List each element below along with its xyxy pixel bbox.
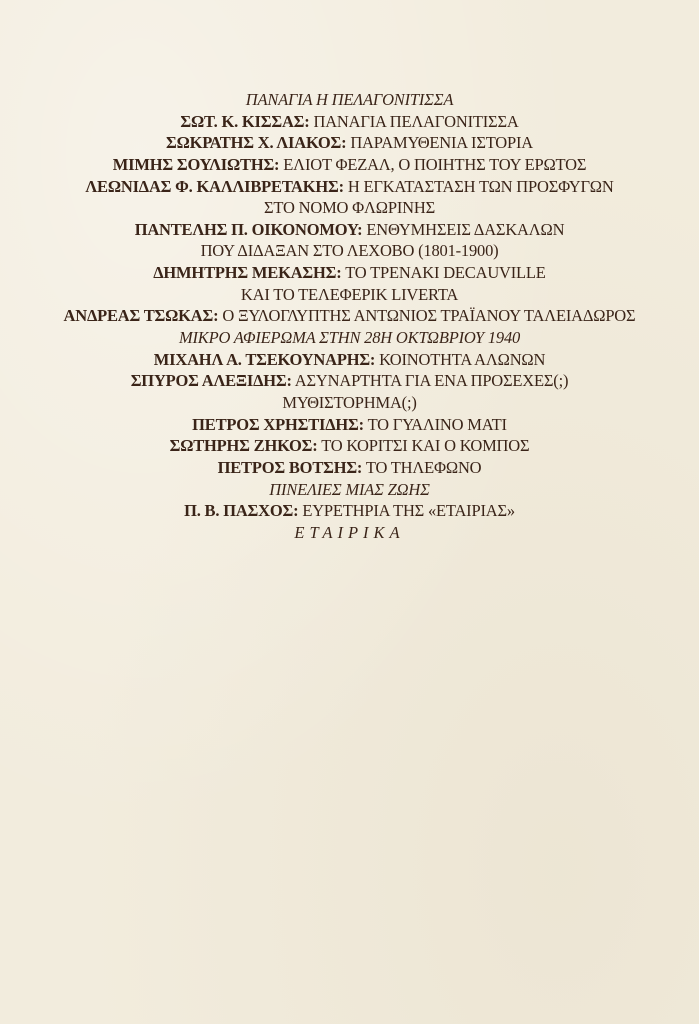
toc-entry-author: ΣΩΚΡΑΤΗΣ Χ. ΛΙΑΚΟΣ: <box>165 133 347 153</box>
toc-section-title: ΕΤΑΙΡΙΚΑ <box>294 522 405 542</box>
toc-entry-title: ΕΛΙΟΤ ΦΕΖΑΛ, Ο ΠΟΙΗΤΗΣ ΤΟΥ ΕΡΩΤΟΣ <box>283 154 587 174</box>
toc-entry-title: ΠΑΝΑΓΙΑ ΠΕΛΑΓΟΝΙΤΙΣΣΑ <box>313 111 519 131</box>
toc-entry-title: ΤΟ ΤΡΕΝΑΚΙ DECAUVILLE <box>345 263 546 283</box>
toc-section-heading <box>0 327 699 349</box>
toc-entry-title: ΤΟ ΓΥΑΛΙΝΟ ΜΑΤΙ <box>367 414 507 434</box>
toc-entry <box>0 414 699 436</box>
toc-entry-title: Ο ΞΥΛΟΓΛΥΠΤΗΣ ΑΝΤΩΝΙΟΣ ΤΡΑΪΑΝΟΥ ΤΑΛΕΙΑΔΩΡΟΣ <box>222 306 636 326</box>
toc-entry-author: ΜΙΧΑΗΛ Α. ΤΣΕΚΟΥΝΑΡΗΣ: <box>153 349 376 369</box>
toc-section-heading <box>0 479 699 501</box>
toc-entry-author: ΣΩΤ. Κ. ΚΙΣΣΑΣ: <box>180 111 310 131</box>
toc-entry <box>0 370 699 392</box>
toc-section-title: ΠΑΝΑΓΙΑ Η ΠΕΛΑΓΟΝΙΤΙΣΣΑ <box>245 90 454 109</box>
toc-entry-title-continuation: ΠΟΥ ΔΙΔΑΞΑΝ ΣΤΟ ΛΕΧΟΒΟ (1801-1900) <box>200 241 499 261</box>
toc-entry-title: ΚΟΙΝΟΤΗΤΑ ΑΛΩΝΩΝ <box>379 349 546 369</box>
toc-entry-continuation <box>0 284 699 306</box>
toc-entry-author: ΠΕΤΡΟΣ ΒΟΤΣΗΣ: <box>217 457 363 477</box>
toc-entry-title: ΠΑΡΑΜΥΘΕΝΙΑ ΙΣΤΟΡΙΑ <box>350 133 534 153</box>
toc-entry-title: ΕΝΘΥΜΗΣΕΙΣ ΔΑΣΚΑΛΩΝ <box>366 219 565 239</box>
toc-entry-author: ΛΕΩΝΙΔΑΣ Φ. ΚΑΛΛΙΒΡΕΤΑΚΗΣ: <box>85 176 344 196</box>
toc-entry-title: ΤΟ ΚΟΡΙΤΣΙ ΚΑΙ Ο ΚΟΜΠΟΣ <box>321 436 530 456</box>
toc-entry-title: ΤΟ ΤΗΛΕΦΩΝΟ <box>365 457 482 477</box>
toc-entry <box>0 349 699 371</box>
toc-entry-author: Π. Β. ΠΑΣΧΟΣ: <box>184 501 299 521</box>
toc-entry-title-continuation: ΚΑΙ ΤΟ ΤΕΛΕΦΕΡΙΚ LIVERTA <box>240 284 459 304</box>
toc-entry <box>0 262 699 284</box>
toc-entry-title-continuation: ΣΤΟ ΝΟΜΟ ΦΛΩΡΙΝΗΣ <box>264 198 435 218</box>
toc-entry <box>0 500 699 522</box>
toc-entry <box>0 176 699 198</box>
toc-entry <box>0 457 699 479</box>
toc-entry-author: ΑΝΔΡΕΑΣ ΤΣΩΚΑΣ: <box>63 306 219 326</box>
toc-entry <box>0 435 699 457</box>
toc-entry-author: ΣΩΤΗΡΗΣ ΖΗΚΟΣ: <box>169 436 318 456</box>
toc-entry-author: ΠΑΝΤΕΛΗΣ Π. ΟΙΚΟΝΟΜΟΥ: <box>134 219 363 239</box>
toc-entry-author: ΔΗΜΗΤΡΗΣ ΜΕΚΑΣΗΣ: <box>153 263 342 283</box>
table-of-contents <box>0 89 699 543</box>
toc-entry-author: ΣΠΥΡΟΣ ΑΛΕΞΙΔΗΣ: <box>130 371 292 391</box>
toc-entry-author: ΜΙΜΗΣ ΣΟΥΛΙΩΤΗΣ: <box>112 154 280 174</box>
toc-entry <box>0 305 699 327</box>
toc-entry-title: ΕΥΡΕΤΗΡΙΑ ΤΗΣ «ΕΤΑΙΡΙΑΣ» <box>302 501 515 521</box>
toc-entry-title: Η ΕΓΚΑΤΑΣΤΑΣΗ ΤΩΝ ΠΡΟΣΦΥΓΩΝ <box>347 176 614 196</box>
toc-entry-continuation <box>0 392 699 414</box>
toc-entry-continuation <box>0 197 699 219</box>
toc-section-heading <box>0 522 699 544</box>
toc-entry <box>0 132 699 154</box>
toc-entry <box>0 111 699 133</box>
toc-section-heading <box>0 89 699 111</box>
toc-entry <box>0 219 699 241</box>
toc-entry-title: ΑΣΥΝΑΡΤΗΤΑ ΓΙΑ ΕΝΑ ΠΡΟΣΕΧΕΣ(;) <box>294 371 569 391</box>
toc-entry-continuation <box>0 240 699 262</box>
toc-section-title: ΜΙΚΡΟ ΑΦΙΕΡΩΜΑ ΣΤΗΝ 28Η ΟΚΤΩΒΡΙΟΥ 1940 <box>178 328 521 348</box>
toc-entry <box>0 154 699 176</box>
toc-entry-title-continuation: ΜΥΘΙΣΤΟΡΗΜΑ(;) <box>282 392 417 412</box>
toc-entry-author: ΠΕΤΡΟΣ ΧΡΗΣΤΙΔΗΣ: <box>192 414 364 434</box>
toc-section-title: ΠΙΝΕΛΙΕΣ ΜΙΑΣ ΖΩΗΣ <box>269 479 430 499</box>
